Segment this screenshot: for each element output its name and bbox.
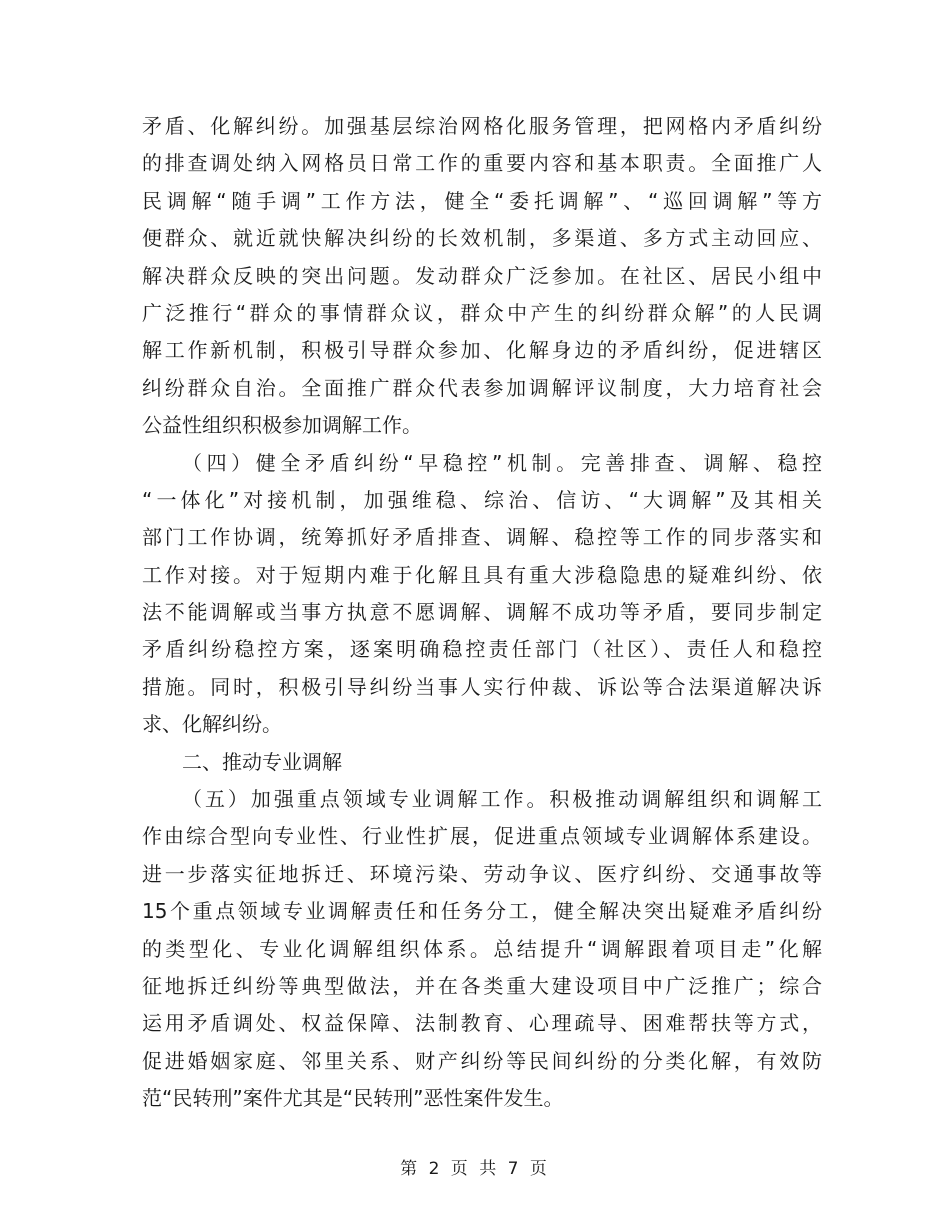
document-body — [142, 108, 822, 1118]
text-line: （五）加强重点领域专业调解工作。积极推动调解组织和调解工 — [182, 787, 822, 812]
text-line: 进一步落实征地拆迁、环境污染、劳动争议、医疗纠纷、交通事故等 — [142, 861, 822, 886]
page-number-footer: 第 2 页 共 7 页 — [400, 1159, 550, 1179]
paragraph-continuation — [142, 108, 822, 445]
text-line: 运用矛盾调处、权益保障、法制教育、心理疏导、困难帮扶等方式， — [142, 1011, 822, 1036]
text-line: 便群众、就近就快解决纠纷的长效机制，多渠道、多方式主动回应、 — [142, 226, 822, 251]
text-line: 纠纷群众自治。全面推广群众代表参加调解评议制度，大力培育社会 — [142, 375, 822, 400]
text-line: 民调解“随手调”工作方法，健全“委托调解”、“巡回调解”等方 — [142, 188, 822, 213]
text-line: 求、化解纠纷。 — [142, 712, 282, 737]
section-heading-text: 二、推动专业调解 — [182, 749, 342, 774]
text-line: 15个重点领域专业调解责任和任务分工，健全解决突出疑难矛盾纠纷 — [142, 899, 822, 924]
paragraph-4 — [142, 445, 822, 744]
text-line: 矛盾纠纷稳控方案，逐案明确稳控责任部门（社区）、责任人和稳控 — [142, 637, 822, 662]
text-line: 的排查调处纳入网格员日常工作的重要内容和基本职责。全面推广人 — [142, 151, 822, 176]
paragraph-5 — [142, 781, 822, 1118]
text-line: 广泛推行“群众的事情群众议，群众中产生的纠纷群众解”的人民调 — [142, 300, 822, 325]
text-line: 部门工作协调，统筹抓好矛盾排查、调解、稳控等工作的同步落实和 — [142, 525, 822, 550]
text-line: 矛盾、化解纠纷。加强基层综治网格化服务管理，把网格内矛盾纠纷 — [142, 114, 822, 138]
text-line: 解决群众反映的突出问题。发动群众广泛参加。在社区、居民小组中 — [142, 263, 822, 288]
text-line: 解工作新机制，积极引导群众参加、化解身边的矛盾纠纷，促进辖区 — [142, 338, 822, 363]
text-line: 法不能调解或当事方执意不愿调解、调解不成功等矛盾，要同步制定 — [142, 600, 822, 625]
text-line: 作由综合型向专业性、行业性扩展，促进重点领域专业调解体系建设。 — [142, 824, 822, 849]
text-line: “一体化”对接机制，加强维稳、综治、信访、“大调解”及其相关 — [142, 487, 822, 512]
text-line: 范“民转刑”案件尤其是“民转刑”恶性案件发生。 — [142, 1086, 564, 1111]
text-line: 公益性组织积极参加调解工作。 — [142, 413, 422, 438]
text-line: 措施。同时，积极引导纠纷当事人实行仲裁、诉讼等合法渠道解决诉 — [142, 674, 822, 699]
text-line: 工作对接。对于短期内难于化解且具有重大涉稳隐患的疑难纠纷、依 — [142, 562, 822, 587]
text-line: 促进婚姻家庭、邻里关系、财产纠纷等民间纠纷的分类化解，有效防 — [142, 1048, 822, 1073]
text-line: （四）健全矛盾纠纷“早稳控”机制。完善排查、调解、稳控 — [182, 450, 822, 475]
text-line: 征地拆迁纠纷等典型做法，并在各类重大建设项目中广泛推广；综合 — [142, 973, 822, 998]
text-line: 的类型化、专业化调解组织体系。总结提升“调解跟着项目走”化解 — [142, 936, 822, 961]
section-heading-2 — [142, 744, 822, 781]
